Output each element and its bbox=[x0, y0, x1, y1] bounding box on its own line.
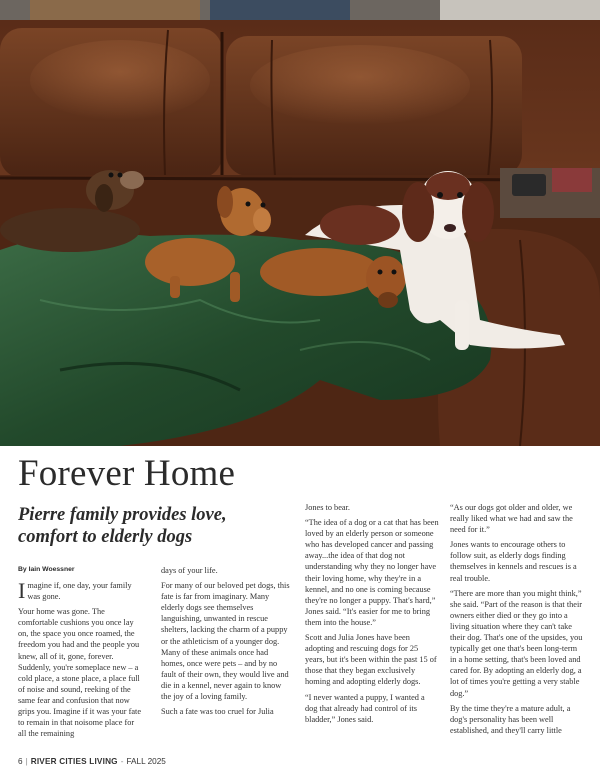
body-column-4 bbox=[450, 502, 584, 740]
paragraph bbox=[18, 580, 144, 602]
paragraph: Scott and Julia Jones have been adopting and rescuing dogs for 25 years, but it's been within the past 15 of those that they began exclusively homing and adopting elderly dogs. bbox=[305, 633, 437, 687]
article-byline: By Iain Woessner bbox=[18, 566, 75, 573]
article-deck: Pierre family provides love, comfort to elderly dogs bbox=[18, 505, 227, 547]
paragraph: “I never wanted a puppy, I wanted a dog that already had control of its bladder,” Jones said. bbox=[305, 692, 425, 724]
publication-name: RIVER CITIES LIVING bbox=[30, 757, 118, 766]
body-column-2 bbox=[161, 565, 291, 721]
drop-cap: I bbox=[18, 578, 26, 603]
paragraph: By the time they're a mature adult, a dog's personality has been well established, and they'll carry little bbox=[450, 703, 571, 735]
paragraph: Your home was gone. The comfortable cushions you once lay on, the space you once roamed, the freedom you had and the people you knew, all of it, gone, forever. Suddenly, you're someplace new – a cold place, a stone place, a place full of noise and sound, reeking of the same fear and confusion that now grips you. Imagine if it was your fate to remain in that noisome place for all the remaining bbox=[18, 607, 142, 739]
paragraph: Jones wants to encourage others to follow suit, as elderly dogs finding themselves in kennels and rescues is a real trouble. bbox=[450, 540, 577, 583]
paragraph: “There are more than you might think,” she said. “Part of the reason is that their owners either died or they go into a living situation where they can't take their dog. That's one of the upsides, you typically get one that's been long-term in a home setting, that's been loved and cared for. By adopting an elderly dog, a lot of times you're getting a very stable dog.” bbox=[450, 588, 583, 698]
issue-date: FALL 2025 bbox=[126, 757, 166, 766]
page-footer bbox=[18, 757, 166, 766]
footer-divider: | bbox=[25, 757, 28, 766]
paragraph: days of your life. bbox=[161, 566, 218, 575]
body-column-3 bbox=[305, 502, 439, 729]
page-number: 6 bbox=[18, 757, 23, 766]
paragraph: Jones to bear. bbox=[305, 503, 350, 512]
paragraph: “As our dogs got older and older, we really liked what we had and saw the need for it.” bbox=[450, 503, 573, 535]
body-column-1 bbox=[18, 580, 144, 743]
paragraph-text: magine if, one day, your family was gone. bbox=[27, 581, 132, 602]
article-headline: Forever Home bbox=[18, 453, 236, 494]
paragraph: For many of our beloved pet dogs, this fate is far from imaginary. Many elderly dogs see themselves languishing, unwanted in rescue shelters, lacking the charm of a puppy or the athleticism of a younger dog. Many of these animals once had homes, once were pets – and by no fault of their own, they would live and die in a kennel, never again to know the joy of a loving family. bbox=[161, 581, 290, 702]
paragraph: “The idea of a dog or a cat that has been loved by an elderly person or someone who has developed cancer and passing away...the idea of that dog not understanding why they no longer have their loving home, why they're in a kennel, and no one is coming because they're no longer a puppy. That's hard,” Jones said. “It's easier for me to bring them into the house.” bbox=[305, 518, 439, 627]
paragraph: Such a fate was too cruel for Julia bbox=[161, 707, 274, 717]
footer-dash: - bbox=[120, 757, 124, 766]
